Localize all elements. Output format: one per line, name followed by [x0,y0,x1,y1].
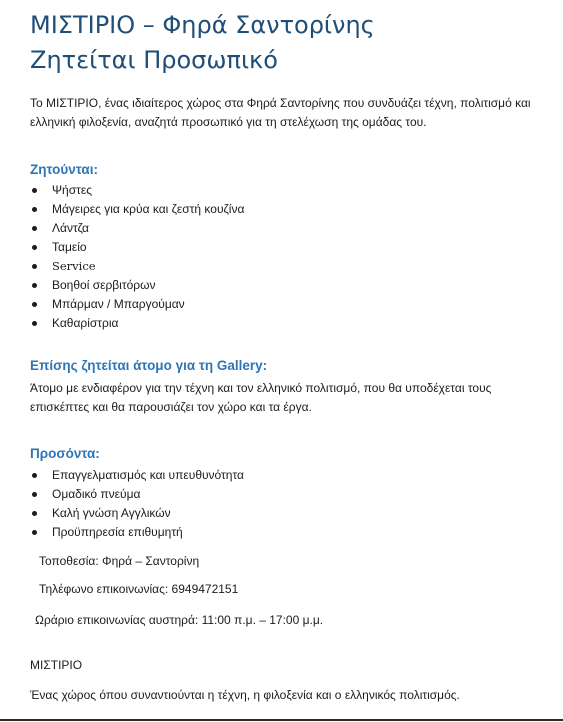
list-item: Ομαδικό πνεύμα [30,485,244,504]
bullet-icon [32,245,37,250]
bullet-icon [32,207,37,212]
list-item: Καθαρίστρια [30,314,244,333]
list-item: Βοηθοί σερβιτόρων [30,276,244,295]
intro-paragraph: Το ΜΙΣΤΙΡΙΟ, ένας ιδιαίτερος χώρος στα Φηρά Σαντορίνης που συνδυάζει τέχνη, πολιτισμό και ελληνική φιλοξενία, αναζητά προσωπικό για τη στελέχωση της ομάδας του. [30,96,531,129]
bullet-icon [32,188,37,193]
bullet-icon [32,283,37,288]
page-title: ΜΙΣΤΙΡΙΟ – Φηρά Σαντορίνης [30,11,375,39]
bullet-icon [32,511,37,516]
bullet-icon [32,302,37,307]
wanted-heading: Ζητούνται: [30,162,98,177]
list-item: Προϋπηρεσία επιθυμητή [30,523,244,542]
bullet-icon [32,473,37,478]
hours-text: Ωράριο επικοινωνίας αυστηρά: 11:00 π.μ. – 17:00 μ.μ. [35,613,324,627]
list-item: Επαγγελματισμός και υπευθυνότητα [30,466,244,485]
wanted-list [30,181,244,333]
bullet-icon [32,492,37,497]
bullet-icon [32,226,37,231]
closing-name: ΜΙΣΤΙΡΙΟ [30,658,83,672]
list-item: Λάντζα [30,219,244,238]
qualifications-list [30,466,244,542]
location-text: Τοποθεσία: Φηρά – Σαντορίνη [39,554,200,568]
bottom-divider [0,719,563,721]
list-item: Μάγειρες για κρύα και ζεστή κουζίνα [30,200,244,219]
gallery-heading: Επίσης ζητείται άτομο για τη Gallery: [30,358,268,373]
bullet-icon [32,321,37,326]
closing-tagline: Ένας χώρος όπου συναντιούνται η τέχνη, η φιλοξενία και ο ελληνικός πολιτισμός. [30,688,460,702]
gallery-paragraph: Άτομο με ενδιαφέρον για την τέχνη και τον ελληνικό πολιτισμό, που θα υποδέχεται τους επισκέπτες και θα παρουσιάζει τον χώρο και τα έργα. [30,381,492,414]
list-item: Ψήστες [30,181,244,200]
page-subtitle: Ζητείται Προσωπικό [30,46,278,74]
list-item: Μπάρμαν / Μπαργούμαν [30,295,244,314]
bullet-icon [32,264,37,269]
qualifications-heading: Προσόντα: [30,446,100,461]
list-item: Ταμείο [30,238,244,257]
bullet-icon [32,530,37,535]
list-item: Καλή γνώση Αγγλικών [30,504,244,523]
phone-text: Τηλέφωνο επικοινωνίας: 6949472151 [39,582,239,596]
list-item: Service [30,257,244,276]
